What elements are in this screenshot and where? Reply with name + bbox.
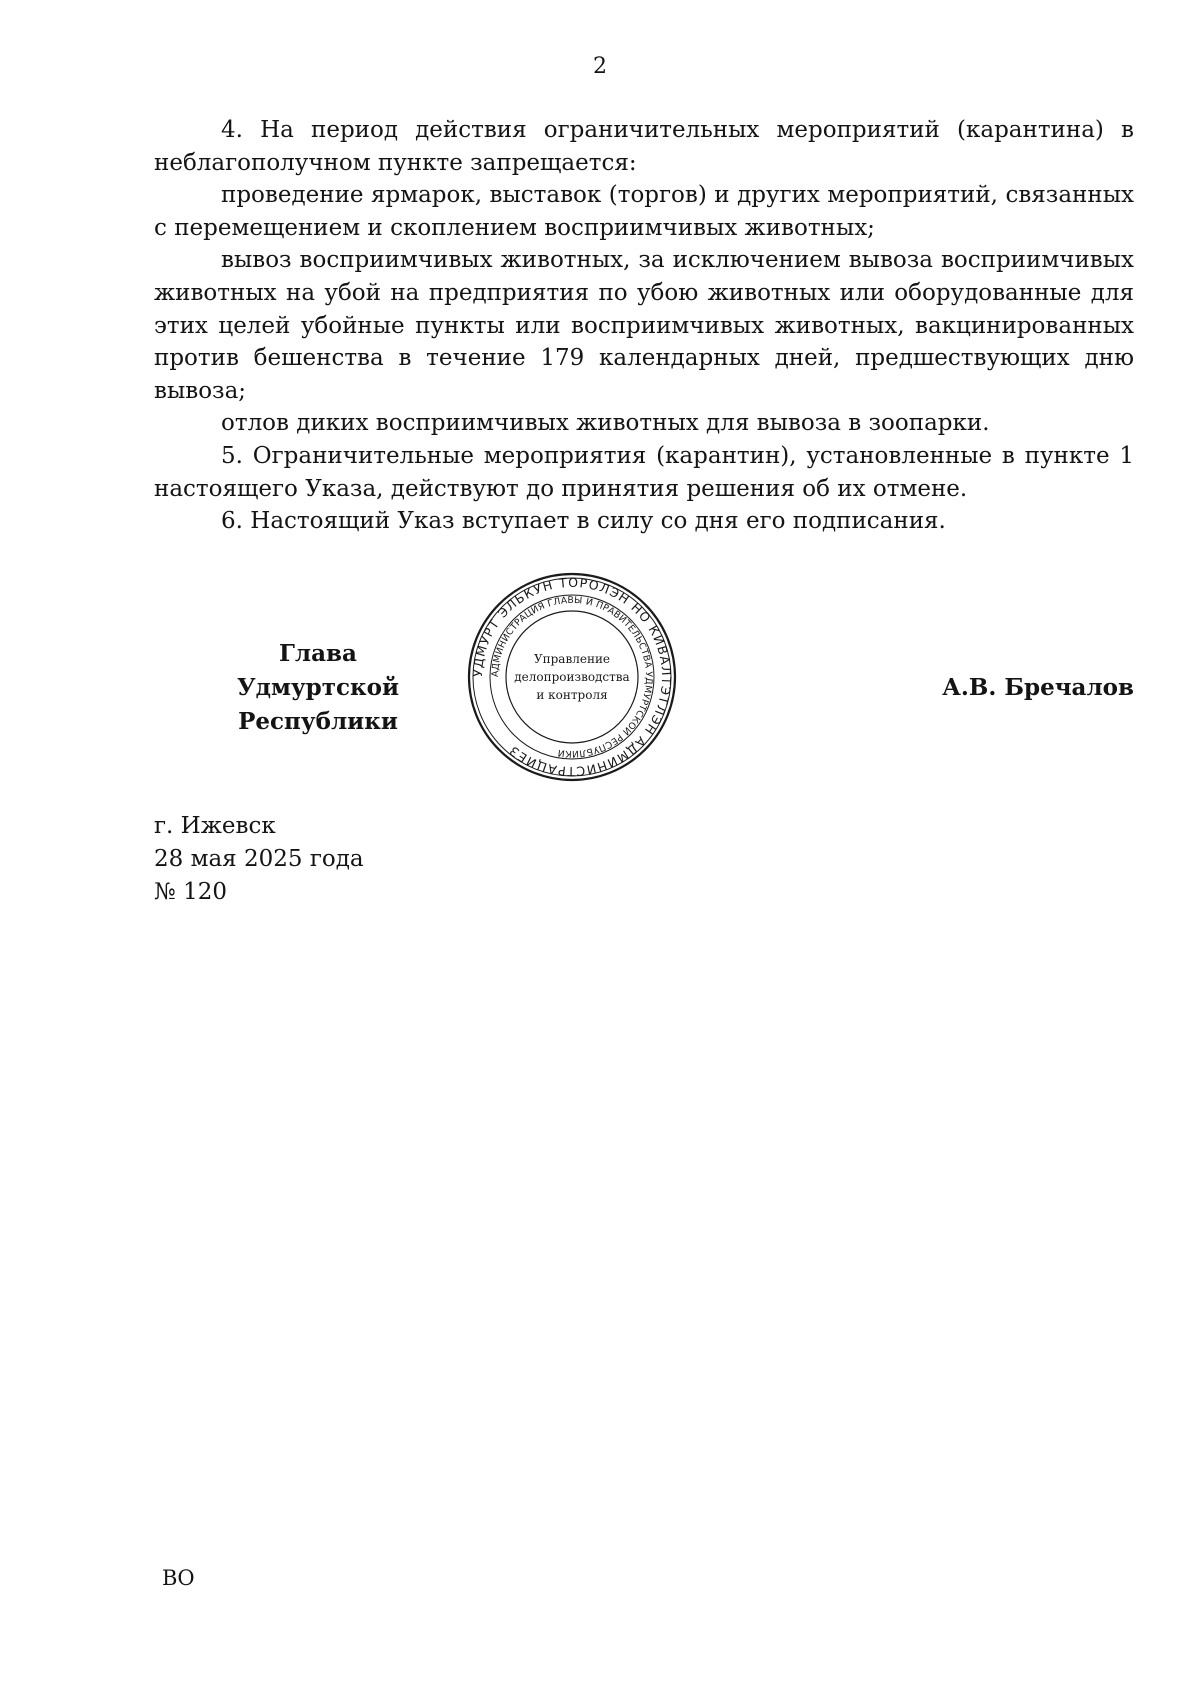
paragraph-item-5: 5. Ограничительные мероприятия (карантин), установленные в пункте 1 настоящего Указа, действуют до принятия решения об их отмене. xyxy=(154,442,1134,502)
official-seal xyxy=(466,571,678,783)
signatory-title xyxy=(158,637,478,739)
seal-outer-text: УДМУРТ ЭЛЬКУН ТОРОЛЭН НО КИВАЛТЭТЛЭН АДМИНИСТРАЦИЕЗ xyxy=(469,574,675,780)
paragraph-item-4: 4. На период действия ограничительных мероприятий (карантина) в неблагополучном пункте запрещается: xyxy=(154,117,1134,176)
document-body xyxy=(154,114,1134,538)
bottom-note: ВО xyxy=(162,1566,195,1590)
signatory-name: А.В. Бречалов xyxy=(942,674,1134,701)
paragraph-fairs-ban: проведение ярмарок, выставок (торгов) и других мероприятий, связанных с перемещением и скоплением восприимчивых животных; xyxy=(154,182,1134,241)
document-date: 28 мая 2025 года xyxy=(154,846,364,872)
seal-center-line2: делопроизводства xyxy=(514,670,630,684)
document-number: № 120 xyxy=(154,879,227,905)
page-number: 2 xyxy=(593,54,607,79)
document-meta xyxy=(154,810,364,909)
seal-inner-text: АДМИНИСТРАЦИЯ ГЛАВЫ И ПРАВИТЕЛЬСТВА УДМУРТСКОЙ РЕСПУБЛИКИ xyxy=(489,594,655,760)
document-place: г. Ижевск xyxy=(154,813,276,839)
paragraph-export-ban: вывоз восприимчивых животных, за исключением вывоза восприимчивых животных на убой на предприятия по убою животных или оборудованные для этих целей убойные пункты или восприимчивых животных, вакцинированных против бешенства в течение 179 календарных дней, предшествующих дню вывоза; xyxy=(154,247,1134,404)
signatory-title-line1: Глава xyxy=(279,640,357,667)
seal-center-line3: и контроля xyxy=(536,688,608,702)
signatory-title-line2: Удмуртской Республики xyxy=(236,674,400,735)
paragraph-capture-ban: отлов диких восприимчивых животных для вывоза в зоопарки. xyxy=(221,410,990,437)
seal-center-line1: Управление xyxy=(533,652,611,666)
paragraph-item-6: 6. Настоящий Указ вступает в силу со дня его подписания. xyxy=(221,508,946,535)
